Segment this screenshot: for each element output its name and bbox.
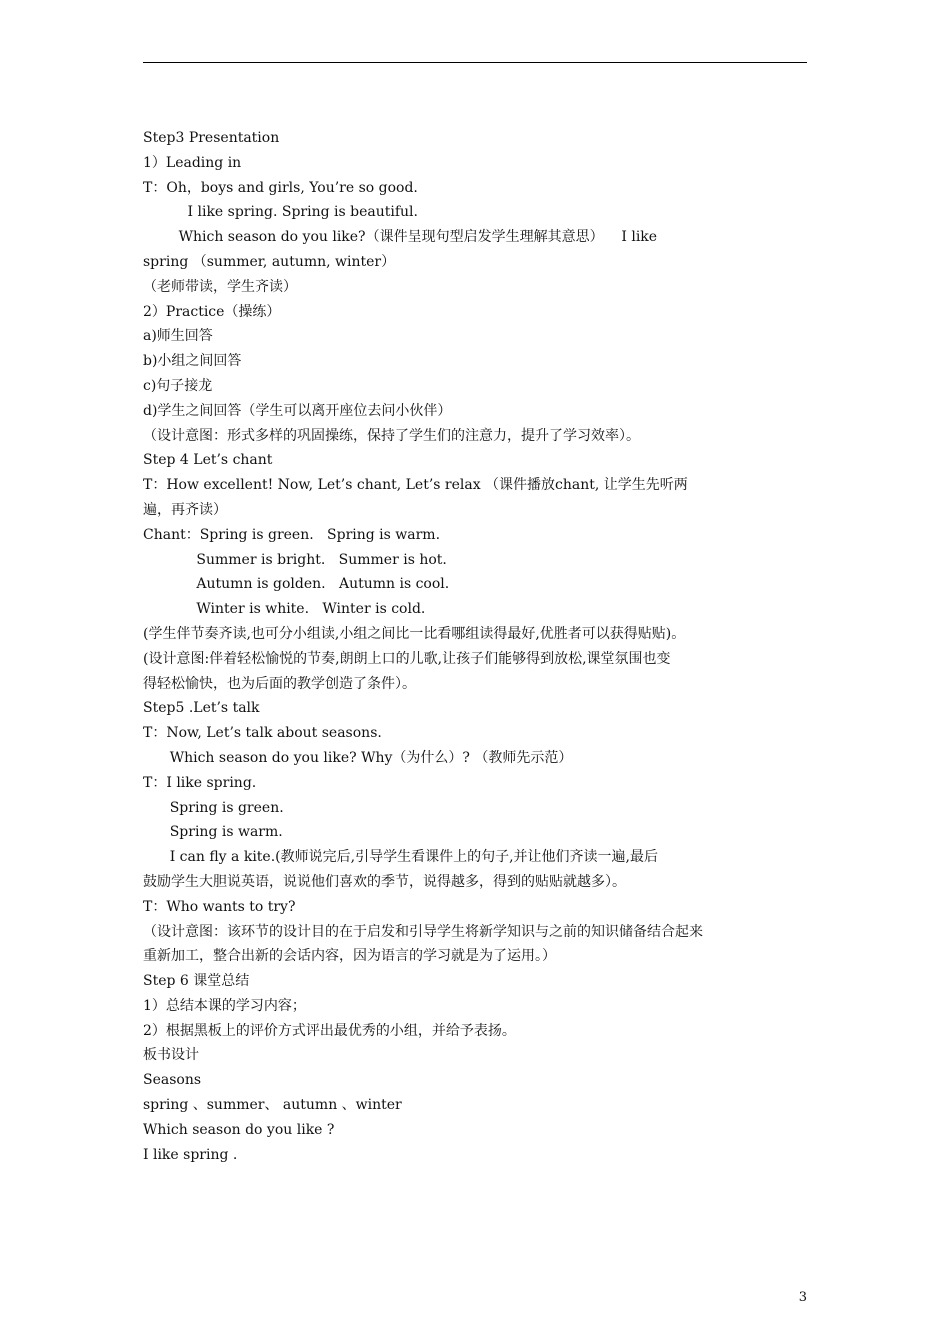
text-line: Which season do you like? Why（为什么）? （教师先示范） (143, 749, 573, 766)
text-line: T：Now, Let’s talk about seasons. (143, 725, 382, 742)
text-line: T：I like spring. (143, 774, 257, 791)
board-line: Which season do you like ? (143, 1121, 335, 1138)
step4-heading: Step 4 Let’s chant (143, 452, 273, 469)
text-line: T：How excellent! Now, Let’s chant, Let’s relax （课件播放chant, 让学生先听两 (143, 477, 688, 494)
page-number: 3 (798, 1290, 807, 1305)
board-line: spring 、summer、 autumn 、winter (143, 1097, 402, 1114)
text-line: I like spring. Spring is beautiful. (143, 204, 418, 221)
header-rule (143, 62, 807, 63)
chant-line: Autumn is golden. Autumn is cool. (143, 576, 450, 593)
design-intent-note: 得轻松愉快，也为后面的教学创造了条件）。 (143, 675, 416, 692)
leading-in-heading: 1）Leading in (143, 154, 242, 171)
practice-heading: 2）Practice（操练） (143, 303, 281, 320)
text-line: 鼓励学生大胆说英语，说说他们喜欢的季节，说得越多，得到的贴贴就越多）。 (143, 873, 626, 890)
list-item: 2）根据黑板上的评价方式评出最优秀的小组，并给予表扬。 (143, 1022, 516, 1039)
text-line: Which season do you like?（课件呈现句型启发学生理解其意思） I like (143, 229, 658, 246)
text-line: T：Who wants to try? (143, 898, 296, 915)
chant-line: Summer is bright. Summer is hot. (143, 551, 447, 568)
text-line: T：Oh，boys and girls, You’re so good. (143, 179, 418, 196)
text-line: Spring is warm. (143, 824, 283, 841)
text-line: I can fly a kite.(教师说完后,引导学生看课件上的句子,并让他们齐读一遍,最后 (143, 849, 658, 866)
step3-heading: Step3 Presentation (143, 130, 280, 146)
text-line: (学生伴节奏齐读,也可分小组读,小组之间比一比看哪组读得最好,优胜者可以获得贴贴)。 (143, 625, 686, 642)
list-item: a)师生回答 (143, 328, 213, 345)
board-line: I like spring . (143, 1146, 238, 1163)
design-intent-note: （设计意图：形式多样的巩固操练，保持了学生们的注意力，提升了学习效率）。 (143, 427, 640, 444)
list-item: d)学生之间回答（学生可以离开座位去问小伙伴） (143, 402, 452, 419)
text-line: 遍，再齐读） (143, 501, 227, 518)
step6-heading: Step 6 课堂总结 (143, 973, 250, 990)
board-design-heading: 板书设计 (143, 1047, 199, 1064)
list-item: c)句子接龙 (143, 377, 213, 394)
list-item: 1）总结本课的学习内容； (143, 997, 306, 1014)
step5-heading: Step5 .Let’s talk (143, 700, 260, 717)
chant-line: Winter is white. Winter is cold. (143, 601, 426, 618)
text-line: spring （summer, autumn, winter） (143, 253, 396, 270)
text-line: Spring is green. (143, 799, 284, 816)
list-item: b)小组之间回答 (143, 353, 242, 370)
design-intent-note: 重新加工，整合出新的会话内容，因为语言的学习就是为了运用。） (143, 948, 556, 965)
design-intent-note: (设计意图:伴着轻松愉悦的节奏,朗朗上口的儿歌,让孩子们能够得到放松,课堂氛围也变 (143, 650, 671, 667)
board-line: Seasons (143, 1072, 202, 1089)
chant-line: Chant：Spring is green. Spring is warm. (143, 526, 441, 543)
document-body (143, 126, 807, 1167)
design-intent-note: （设计意图：该环节的设计目的在于启发和引导学生将新学知识与之前的知识储备结合起来 (143, 923, 703, 940)
text-line: （老师带读，学生齐读） (143, 278, 297, 295)
